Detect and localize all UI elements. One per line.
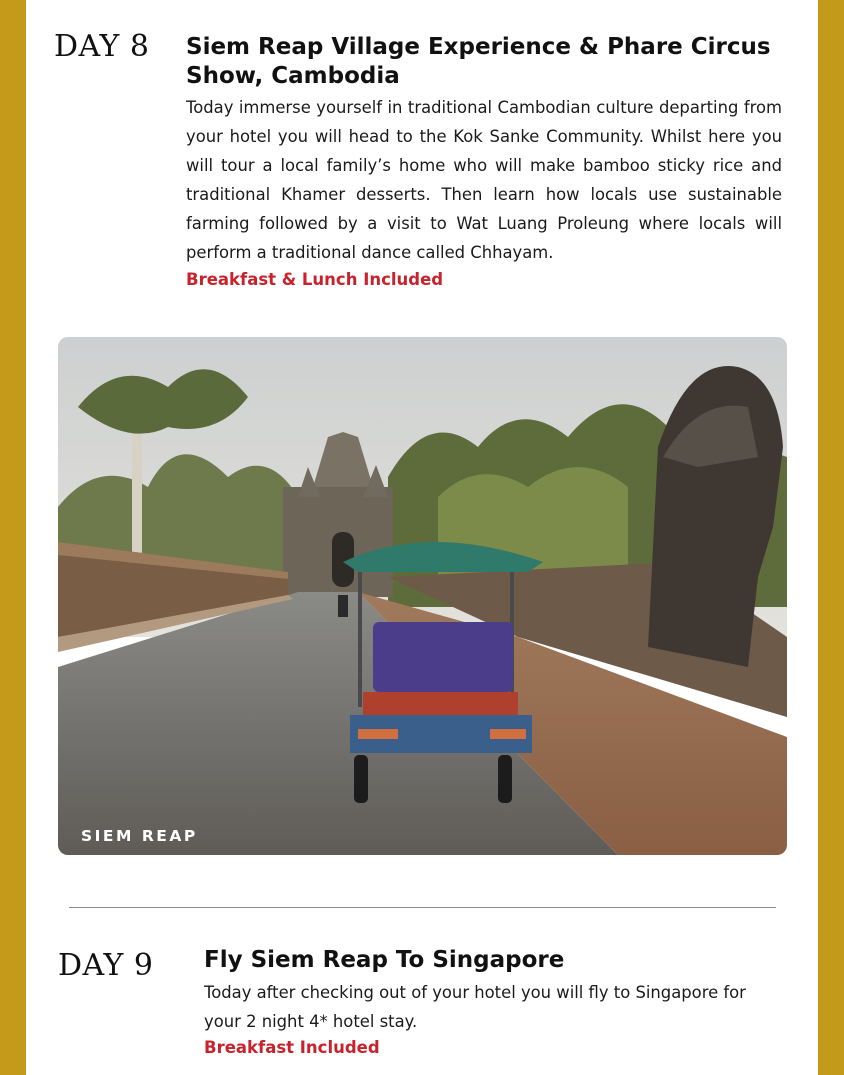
photo-caption: SIEM REAP	[81, 827, 198, 845]
day-8-title: Siem Reap Village Experience & Phare Circus Show, Cambodia	[186, 34, 771, 89]
day-9-title: Fly Siem Reap To Singapore	[204, 947, 565, 973]
section-divider	[69, 907, 776, 908]
angkor-gate-tuk-tuk-illustration	[58, 337, 787, 855]
day-9-label: DAY 9	[58, 948, 154, 983]
day-8-label: DAY 8	[54, 29, 150, 64]
day-9-description: Today after checking out of your hotel you will fly to Singapore for your 2 night 4* hotel stay.	[204, 983, 746, 1031]
day-8-meals: Breakfast & Lunch Included	[186, 270, 444, 289]
left-gold-border	[0, 0, 26, 1075]
right-gold-border	[818, 0, 844, 1075]
siem-reap-photo	[58, 337, 787, 855]
day-8-description: Today immerse yourself in traditional Cambodian culture departing from your hotel you will head to the Kok Sanke Community. Whilst here you will tour a local family’s home who will make bamboo sticky rice and traditional Khamer desserts. Then learn how locals use sustainable farming followed by a visit to Wat Luang Proleung where locals will perform a traditional dance called Chhayam.	[186, 98, 782, 262]
day-9-meals: Breakfast Included	[204, 1038, 380, 1057]
